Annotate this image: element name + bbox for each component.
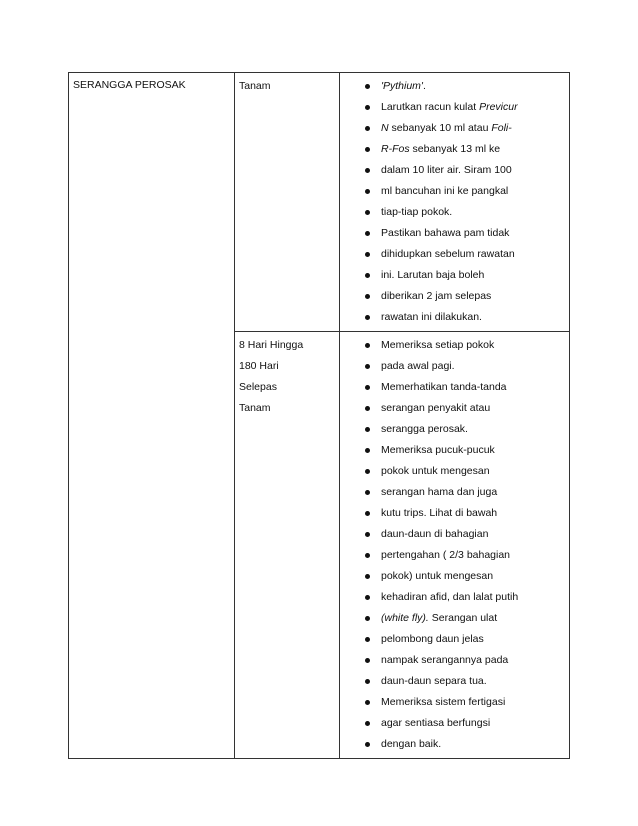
bullet-dot-icon [365, 721, 370, 726]
pest-treatment-table [68, 72, 570, 759]
list-item-text: (white fly). [381, 612, 429, 624]
timing-cell [235, 332, 340, 759]
bullet-dot-icon [365, 406, 370, 411]
list-item [340, 202, 569, 223]
bullet-dot-icon [365, 595, 370, 600]
list-item-text: nampak serangannya pada [381, 654, 509, 666]
list-item [340, 160, 569, 181]
bullet-dot-icon [365, 511, 370, 516]
timing-line: Selepas [239, 381, 277, 393]
pest-category-cell [69, 73, 235, 759]
bullet-dot-icon [365, 532, 370, 537]
bullet-dot-icon [365, 105, 370, 110]
bullet-dot-icon [365, 553, 370, 558]
list-item-text: Memeriksa pucuk-pucuk [381, 444, 495, 456]
list-item [340, 118, 569, 139]
list-item [340, 713, 569, 734]
list-item [340, 286, 569, 307]
list-item-text: sebanyak 13 ml ke [409, 143, 501, 155]
list-item-text: rawatan ini dilakukan. [381, 311, 482, 323]
list-item [340, 461, 569, 482]
bullet-dot-icon [365, 315, 370, 320]
bullet-dot-icon [365, 343, 370, 348]
list-item-text: daun-daun di bahagian [381, 528, 489, 540]
timing-line: 180 Hari [239, 360, 279, 372]
table-row [69, 73, 570, 332]
bullet-dot-icon [365, 126, 370, 131]
actions-list [340, 73, 569, 331]
list-item-text: pokok) untuk mengesan [381, 570, 494, 582]
bullet-dot-icon [365, 469, 370, 474]
timing-line: Tanam [239, 402, 271, 414]
actions-cell [340, 73, 570, 332]
list-item-text: Memeriksa setiap pokok [381, 339, 495, 351]
bullet-dot-icon [365, 364, 370, 369]
list-item [340, 692, 569, 713]
list-item-text: dalam 10 liter air. Siram 100 [381, 164, 512, 176]
list-item [340, 139, 569, 160]
bullet-dot-icon [365, 147, 370, 152]
list-item [340, 398, 569, 419]
list-item [340, 335, 569, 356]
pest-category-label: SERANGGA PEROSAK [73, 79, 186, 91]
list-item-text: Pastikan bahawa pam tidak [381, 227, 510, 239]
actions-cell [340, 332, 570, 759]
bullet-dot-icon [365, 231, 370, 236]
list-item-text: 'Pythium' [381, 80, 423, 92]
list-item-text: Larutkan racun kulat [381, 101, 480, 113]
list-item [340, 482, 569, 503]
bullet-dot-icon [365, 168, 370, 173]
list-item [340, 244, 569, 265]
bullet-dot-icon [365, 700, 370, 705]
list-item-text: kutu trips. Lihat di bawah [381, 507, 498, 519]
list-item-text: kehadiran afid, dan lalat putih [381, 591, 519, 603]
list-item [340, 377, 569, 398]
timing-text [235, 73, 339, 97]
list-item [340, 181, 569, 202]
list-item-text: sebanyak 10 ml atau [388, 122, 492, 134]
list-item-text: serangga perosak. [381, 423, 468, 435]
list-item-text: daun-daun separa tua. [381, 675, 487, 687]
list-item-text: pelombong daun jelas [381, 633, 484, 645]
list-item-text: . [422, 80, 426, 92]
list-item [340, 734, 569, 755]
timing-line: 8 Hari Hingga [239, 339, 304, 351]
list-item-text: pokok untuk mengesan [381, 465, 490, 477]
list-item [340, 223, 569, 244]
list-item-text: pertengahan ( 2/3 bahagian [381, 549, 511, 561]
list-item [340, 671, 569, 692]
list-item-text: tiap-tiap pokok. [381, 206, 453, 218]
list-item [340, 650, 569, 671]
list-item [340, 419, 569, 440]
list-item-text: Memerhatikan tanda-tanda [381, 381, 507, 393]
list-item [340, 265, 569, 286]
timing-cell [235, 73, 340, 332]
list-item-text: serangan penyakit atau [381, 402, 491, 414]
list-item [340, 307, 569, 328]
list-item-text: N [381, 122, 389, 134]
bullet-dot-icon [365, 427, 370, 432]
list-item-text: diberikan 2 jam selepas [381, 290, 492, 302]
timing-line: Tanam [239, 80, 271, 92]
bullet-dot-icon [365, 448, 370, 453]
list-item-text: ml bancuhan ini ke pangkal [381, 185, 509, 197]
list-item [340, 356, 569, 377]
list-item-text: pada awal pagi. [381, 360, 455, 372]
list-item-text: dihidupkan sebelum rawatan [381, 248, 515, 260]
bullet-dot-icon [365, 637, 370, 642]
list-item-text: Serangan ulat [428, 612, 498, 624]
actions-list [340, 332, 569, 758]
bullet-dot-icon [365, 252, 370, 257]
list-item [340, 545, 569, 566]
timing-text [235, 332, 339, 419]
list-item [340, 76, 569, 97]
list-item-text: Memeriksa sistem fertigasi [381, 696, 506, 708]
bullet-dot-icon [365, 658, 370, 663]
list-item [340, 440, 569, 461]
bullet-dot-icon [365, 490, 370, 495]
bullet-dot-icon [365, 294, 370, 299]
list-item-text: Previcur [479, 101, 518, 113]
list-item-text: dengan baik. [381, 738, 442, 750]
list-item [340, 566, 569, 587]
bullet-dot-icon [365, 273, 370, 278]
bullet-dot-icon [365, 84, 370, 89]
list-item-text: agar sentiasa berfungsi [381, 717, 491, 729]
bullet-dot-icon [365, 574, 370, 579]
bullet-dot-icon [365, 742, 370, 747]
list-item [340, 629, 569, 650]
bullet-dot-icon [365, 210, 370, 215]
list-item-text: serangan hama dan juga [381, 486, 498, 498]
list-item-text: R-Fos [381, 143, 410, 155]
list-item [340, 503, 569, 524]
bullet-dot-icon [365, 679, 370, 684]
bullet-dot-icon [365, 189, 370, 194]
bullet-dot-icon [365, 616, 370, 621]
list-item [340, 97, 569, 118]
list-item-text: ini. Larutan baja boleh [381, 269, 485, 281]
bullet-dot-icon [365, 385, 370, 390]
list-item [340, 524, 569, 545]
list-item [340, 587, 569, 608]
list-item-text: Foli- [491, 122, 512, 134]
list-item [340, 608, 569, 629]
